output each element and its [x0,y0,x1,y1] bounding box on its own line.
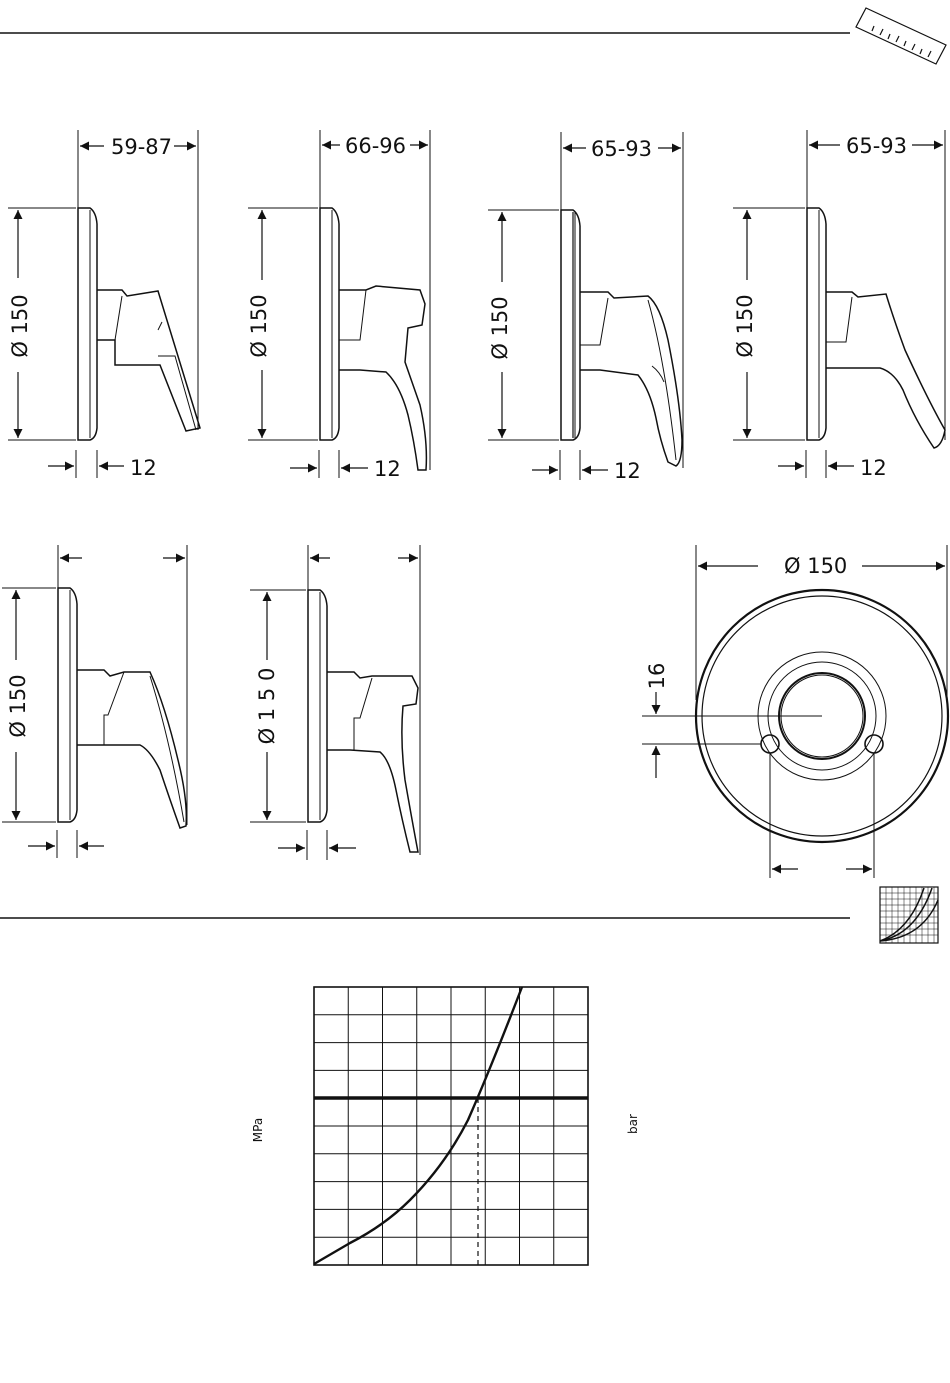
bar-axis-label: bar [626,1114,640,1134]
depth-label-view1: 59-87 [111,135,173,159]
diameter-label-view5: Ø 150 [6,674,30,738]
depth-label-view3: 65-93 [591,137,653,161]
offset-label-view4: 12 [860,456,887,480]
diameter-label-view4: Ø 150 [733,294,757,358]
diameter-label-view1: Ø 150 [8,294,32,358]
side-view-3 [488,132,683,480]
offset-label-view2: 12 [374,457,401,481]
rosette-diameter-label: Ø 150 [784,554,848,578]
side-view-2 [248,130,430,478]
depth-label-view4: 65-93 [846,134,908,158]
graph-grid [314,987,588,1265]
mpa-axis-label: MPa [251,1117,265,1143]
side-view-4 [733,130,945,478]
offset-label-view3: 12 [614,459,641,483]
depth-label-view2: 66-96 [345,134,407,158]
ruler-icon [856,8,946,64]
hole-offset-label: 16 [645,662,669,690]
diameter-label-view3: Ø 150 [488,296,512,360]
rosette-front-view [642,545,948,878]
offset-label-view1: 12 [130,456,157,480]
side-view-1 [8,130,200,478]
flow-graph [314,987,588,1265]
flow-chart-icon [880,887,938,943]
diameter-label-view2: Ø 150 [247,294,271,358]
diameter-label-view6: Ø 1 5 0 [255,667,279,745]
